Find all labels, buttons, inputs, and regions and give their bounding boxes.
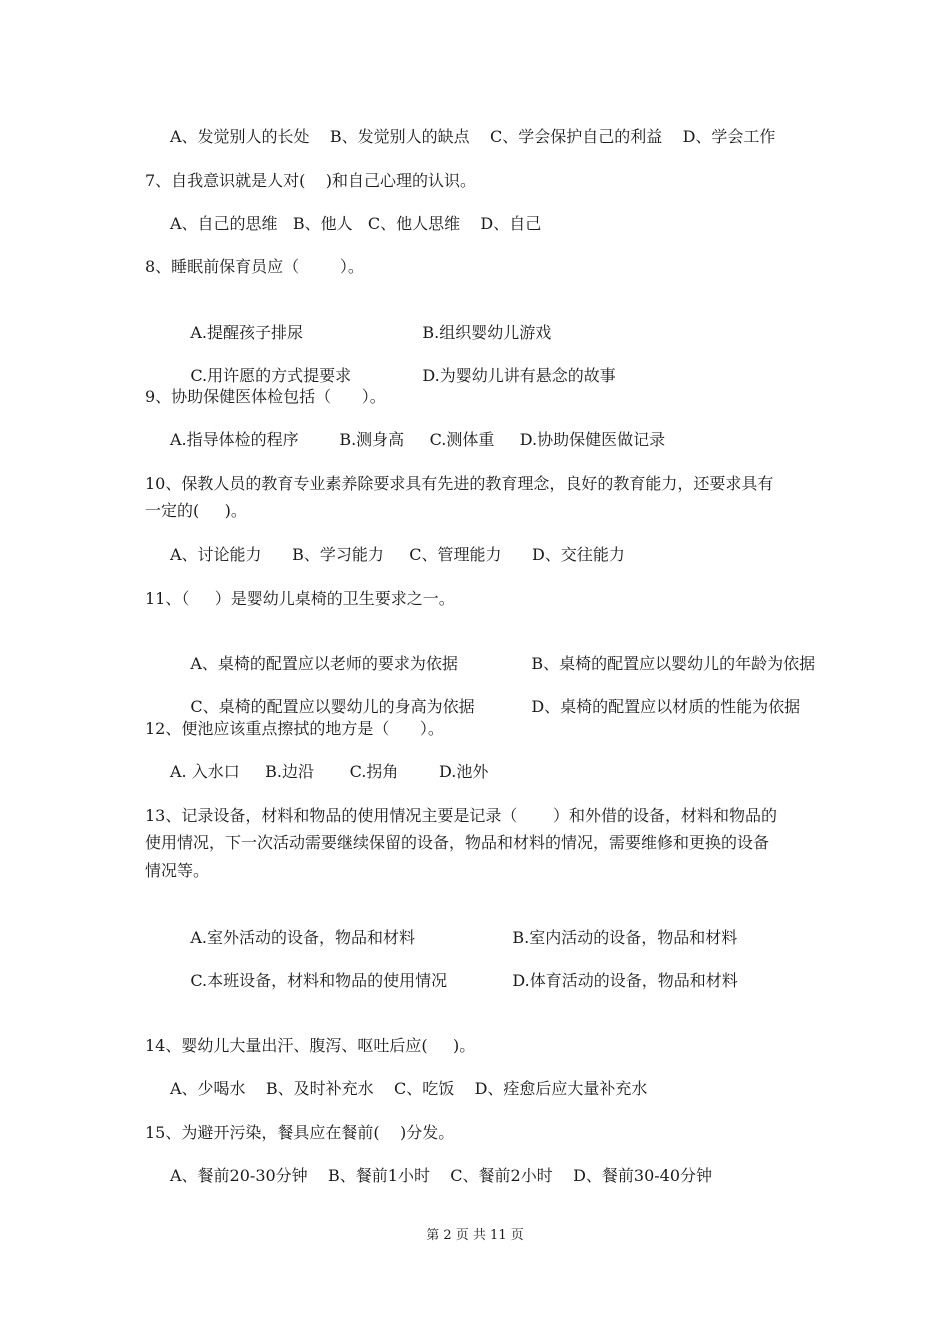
q11-option-a: A、桌椅的配置应以老师的要求为依据 [190,654,458,673]
q9-options: A.指导体检的程序 B.测身高 C.测体重 D.协助保健医做记录 [170,430,666,449]
q13-line2: 使用情况，下一次活动需要继续保留的设备，物品和材料的情况，需要维修和更换的设备 [145,833,770,852]
q8-option-b: B.组织婴幼儿游戏 [422,323,552,342]
q8-option-a: A.提醒孩子排尿 [190,323,303,342]
q13-option-c: C.本班设备，材料和物品的使用情况 [190,971,448,990]
q13-options-row2 [170,948,850,1014]
q8-option-c: C.用许愿的方式提要求 [190,366,352,385]
q7-options: A、自己的思维 B、他人 C、他人思维 D、自己 [170,214,542,233]
q10-line2: 一定的( )。 [145,501,247,520]
q13-line3: 情况等。 [145,861,210,880]
q15-options: A、餐前20-30分钟 B、餐前1小时 C、餐前2小时 D、餐前30-40分钟 [170,1166,713,1185]
q8-option-d: D.为婴幼儿讲有悬念的故事 [422,366,616,385]
q11-option-c: C、桌椅的配置应以婴幼儿的身高为依据 [190,697,475,716]
q14-options: A、少喝水 B、及时补充水 C、吃饭 D、痊愈后应大量补充水 [170,1079,648,1098]
q13-line1: 13、记录设备，材料和物品的使用情况主要是记录（ ）和外借的设备，材料和物品的 [145,806,777,825]
q11-stem: 11、（ ）是婴幼儿桌椅的卫生要求之一。 [145,589,455,608]
q7-stem: 7、自我意识就是人对( )和自己心理的认识。 [145,171,477,190]
q10-options: A、讨论能力 B、学习能力 C、管理能力 D、交往能力 [170,545,625,564]
q6-options: A、发觉别人的长处 B、发觉别人的缺点 C、学会保护自己的利益 D、学会工作 [170,127,776,146]
q12-options: A. 入水口 B.边沿 C.拐角 D.池外 [170,762,489,781]
q11-option-b: B、桌椅的配置应以婴幼儿的年龄为依据 [531,654,816,673]
page-footer: 第 2 页 共 11 页 [426,1228,524,1243]
q10-line1: 10、保教人员的教育专业素养除要求具有先进的教育理念，良好的教育能力，还要求具有 [145,474,774,493]
q13-option-a: A.室外活动的设备，物品和材料 [190,928,415,947]
q13-option-d: D.体育活动的设备，物品和材料 [512,971,738,990]
q9-stem: 9、协助保健医体检包括（ ）。 [145,387,386,406]
q11-option-d: D、桌椅的配置应以材质的性能为依据 [531,697,801,716]
q15-stem: 15、为避开污染，餐具应在餐前( )分发。 [145,1123,455,1142]
q13-option-b: B.室内活动的设备，物品和材料 [512,928,738,947]
q14-stem: 14、婴幼儿大量出汗、腹泻、呕吐后应( )。 [145,1036,476,1055]
q8-stem: 8、睡眠前保育员应（ ）。 [145,257,364,276]
q12-stem: 12、便池应该重点擦拭的地方是（ ）。 [145,719,444,738]
